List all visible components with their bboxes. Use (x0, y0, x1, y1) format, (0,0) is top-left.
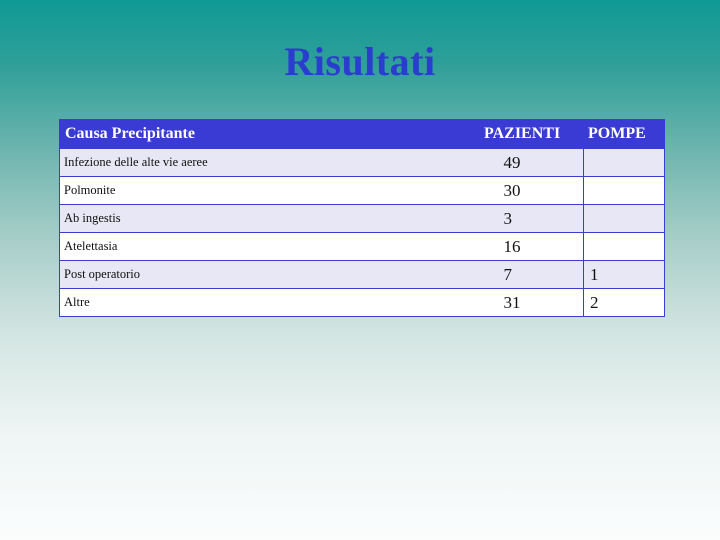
cell-pompe: 1 (584, 261, 665, 289)
cell-cause: Polmonite (60, 177, 480, 205)
cell-cause: Ab ingestis (60, 205, 480, 233)
cell-pompe (584, 233, 665, 261)
cell-pazienti: 16 (480, 233, 584, 261)
results-table-container (59, 119, 664, 317)
cell-pompe (584, 205, 665, 233)
cell-pompe (584, 177, 665, 205)
table-row (60, 177, 665, 205)
header-cause: Causa Precipitante (60, 120, 480, 149)
cell-pazienti: 49 (480, 149, 584, 177)
table-header-row (60, 120, 665, 149)
cell-pazienti: 31 (480, 289, 584, 317)
cell-cause: Altre (60, 289, 480, 317)
table-row (60, 289, 665, 317)
cell-pazienti: 7 (480, 261, 584, 289)
slide-title: Risultati (284, 39, 436, 84)
cell-pompe (584, 149, 665, 177)
cell-pazienti: 3 (480, 205, 584, 233)
cell-cause: Atelettasia (60, 233, 480, 261)
header-pompe: POMPE (584, 120, 665, 149)
cell-cause: Infezione delle alte vie aeree (60, 149, 480, 177)
table-row (60, 205, 665, 233)
table-row (60, 149, 665, 177)
cell-pazienti: 30 (480, 177, 584, 205)
cell-cause: Post operatorio (60, 261, 480, 289)
results-table (59, 119, 665, 317)
table-row (60, 233, 665, 261)
cell-pompe: 2 (584, 289, 665, 317)
header-pazienti: PAZIENTI (480, 120, 584, 149)
table-row (60, 261, 665, 289)
